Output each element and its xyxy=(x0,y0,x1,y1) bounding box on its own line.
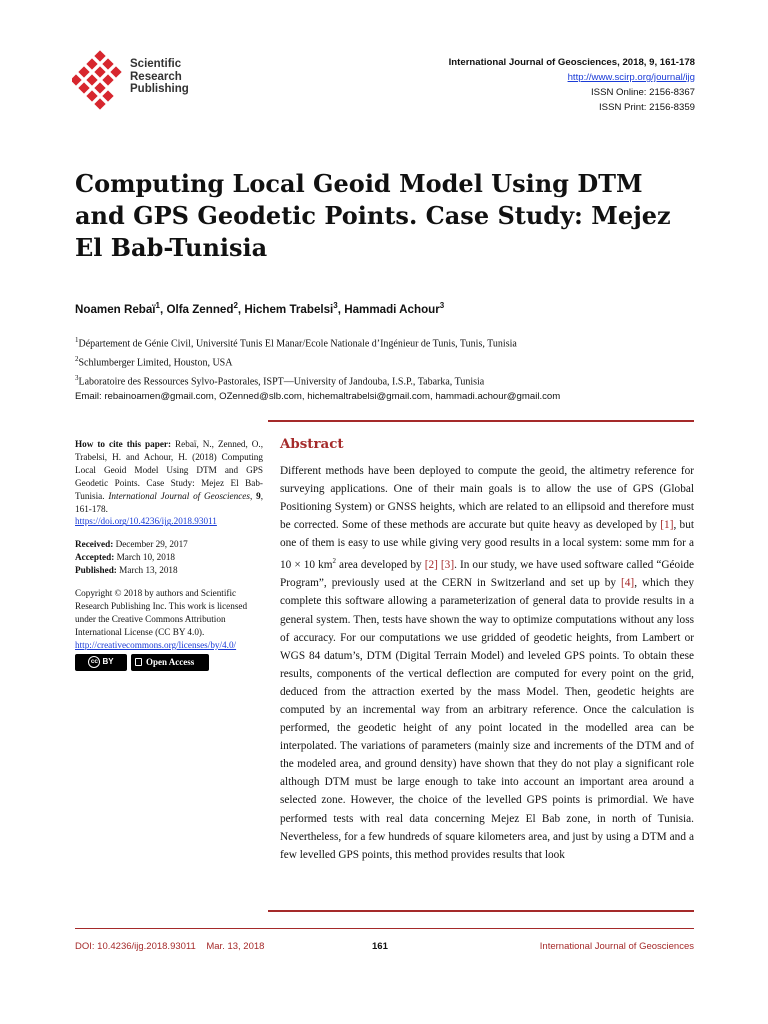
abstract-part: , but one of them is easy to use while giving very good results in a local system: some mm for a 10 × 10 km xyxy=(280,519,694,572)
footer-doi xyxy=(75,941,264,952)
affiliation xyxy=(75,333,560,352)
license-badges xyxy=(75,654,263,671)
received-label: Received: xyxy=(75,539,114,550)
cc-icon: cc xyxy=(88,656,100,668)
footer-divider xyxy=(75,928,694,929)
footer-journal: International Journal of Geosciences xyxy=(539,941,694,952)
publisher-line1: Scientific xyxy=(130,58,182,70)
cc-by-label: BY xyxy=(102,656,114,666)
license-text xyxy=(75,587,263,652)
accepted-label: Accepted: xyxy=(75,552,115,563)
footer-doi-text: DOI: 10.4236/ijg.2018.93011 xyxy=(75,941,196,952)
author-sep: , xyxy=(237,302,245,316)
received-value: December 29, 2017 xyxy=(113,539,188,550)
cite-pages: , 161-178. xyxy=(75,490,263,514)
abstract-part: . In our study, we have used software called “Géoide Program”, previously used at the CERN in Switzerland and set up by xyxy=(280,559,694,590)
publisher-line2: Research xyxy=(130,70,182,83)
author: Hammadi Achour xyxy=(344,302,440,316)
author-sup: 3 xyxy=(333,301,338,310)
abstract-section xyxy=(268,420,694,912)
affiliations xyxy=(75,333,560,404)
license-body: Copyright © 2018 by authors and Scientific Research Publishing Inc. This work is licensed under the Creative Commons Attribution International License (CC BY 4.0). xyxy=(75,588,248,637)
authors-line xyxy=(75,301,444,316)
cite-text: Rebaï, N., Zenned, O., Trabelsi, H. and Achour, H. (2018) Computing Local Geoid Model Using DTM and GPS Geodetic Points. Case Study: Mejez El Bab-Tunisia. xyxy=(75,439,263,501)
ref-link-3[interactable]: [3] xyxy=(440,559,455,572)
cite-volume: 9 xyxy=(256,490,261,501)
open-access-label: Open Access xyxy=(146,656,195,667)
open-access-badge[interactable] xyxy=(131,654,209,671)
issn-online: ISSN Online: 2156-8367 xyxy=(591,87,695,98)
issn-print: ISSN Print: 2156-8359 xyxy=(599,102,695,113)
left-sidebar xyxy=(75,438,263,671)
ref-link-2[interactable]: [2] xyxy=(424,559,438,572)
affiliation-sup: 2 xyxy=(75,354,79,363)
author-sep: , xyxy=(337,302,345,316)
author-sup: 3 xyxy=(439,301,445,310)
abstract-text xyxy=(280,462,694,864)
cite-comma: , xyxy=(249,490,257,501)
affiliation-text: Département de Génie Civil, Université Tunis El Manar/Ecole Nationale d’Ingénieur de Tunis, Tunis, Tunisia xyxy=(78,338,517,350)
published-label: Published: xyxy=(75,565,117,576)
affiliation-sup: 1 xyxy=(75,336,79,344)
lock-icon xyxy=(135,658,142,666)
footer-date: Mar. 13, 2018 xyxy=(206,941,265,952)
abstract-part: Different methods have been deployed to compute the geoid, the altimetry reference for surveying applications. One of their main goals is to allow the use of GPS (Global Positioning System) or GNSS heights, which are related to an ellipsoid and therefore must be corrected. Some of these methods are accurate but quite heavy as developed by xyxy=(280,465,694,532)
diamond-cluster-logo-icon xyxy=(72,50,128,110)
license-url-link[interactable]: http://creativecommons.org/licenses/by/4.0/ xyxy=(75,639,237,650)
email-line: Email: rebainoamen@gmail.com, OZenned@slb.com, hichemaltrabelsi@gmail.com, hammadi.achour@gmail.com xyxy=(75,390,561,402)
ref-link-4[interactable]: [4] xyxy=(621,577,635,590)
how-to-cite xyxy=(75,438,263,528)
journal-info xyxy=(449,55,695,115)
journal-url-link[interactable]: http://www.scirp.org/journal/ijg xyxy=(567,72,695,83)
author: Hichem Trabelsi xyxy=(244,302,334,316)
affiliation-text: Laboratoire des Ressources Sylvo-Pastorales, ISPT—University of Jandouba, I.S.P., Tabarka, Tunisia xyxy=(78,376,485,388)
km-superscript: 2 xyxy=(332,557,337,566)
paper-title: Computing Local Geoid Model Using DTM and GPS Geodetic Points. Case Study: Mejez El Bab-Tunisia xyxy=(75,169,671,262)
journal-citation: International Journal of Geosciences, 2018, 9, 161-178 xyxy=(448,57,695,68)
cc-by-badge[interactable] xyxy=(75,654,127,671)
dates xyxy=(75,538,263,577)
abstract-part: , which they complete this software allowing a parameterization of general data to provide results in a general system. Then, tests have shown the way to optimize computations without any loss of accuracy. For our computations we use gridded of geodetic heights, from Lambert or WGS 84 datum’s, DTM (Digital Terrain Model) and leveled GPS points. To obtain these results, components of the vertical deflection are computed for every point on the grid, deduced from the attraction exerted by the mass Model. Then, geodetic heights are computed by an incremental way from an arbitrary reference. Once the calculation is performed, the geodetic height of any point located in the modelled area can be interpolated. The variations of parameters (mainly size and increments of the DTM and of the modeled area, and ground density) have shown that they do not play a significant role although DTM must be large enough to take into account an important area around a selected zone. However, the choice of the levelled GPS points is primordial. We have performed tests with real data concerning Mejez El Bab zone, in north of Tunisia. Nevertheless, for a few hundreds of square kilometers area, and just by using a DTM and a few levelled GPS points, this method provides results that look xyxy=(280,577,694,861)
author: Olfa Zenned xyxy=(166,302,234,316)
publisher-line3: Publishing xyxy=(130,83,189,95)
affiliation-text: Schlumberger Limited, Houston, USA xyxy=(78,357,233,369)
author-sep: , xyxy=(160,302,167,316)
author-sup: 1 xyxy=(155,301,160,310)
publisher-name xyxy=(130,58,189,96)
page-number: 161 xyxy=(372,941,388,952)
affiliation-sup: 3 xyxy=(75,373,79,382)
author: Noamen Rebaï xyxy=(75,302,156,316)
abstract-part: area developed by xyxy=(336,559,425,572)
accepted-value: March 10, 2018 xyxy=(114,552,176,563)
publisher-logo xyxy=(72,50,202,110)
affiliation xyxy=(75,352,560,371)
cite-journal: International Journal of Geosciences xyxy=(108,490,250,501)
affiliation xyxy=(75,371,560,390)
cite-doi-link[interactable]: https://doi.org/10.4236/ijg.2018.93011 xyxy=(75,516,217,527)
cite-label: How to cite this paper: xyxy=(75,439,172,449)
ref-link-1[interactable]: [1] xyxy=(660,519,674,532)
published-value: March 13, 2018 xyxy=(116,565,178,576)
abstract-heading: Abstract xyxy=(280,436,344,452)
author-sup: 2 xyxy=(233,301,238,310)
